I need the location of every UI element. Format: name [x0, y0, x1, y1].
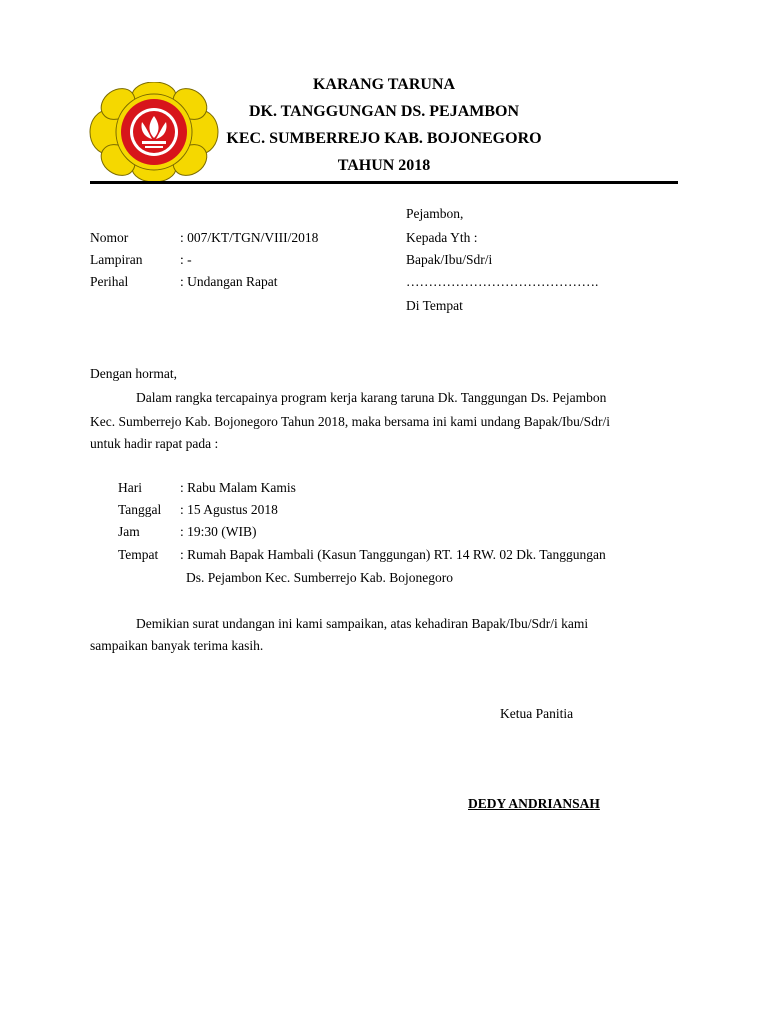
jam-value: : 19:30 (WIB)	[180, 524, 257, 539]
tempat-value-line-2: Ds. Pejambon Kec. Sumberrejo Kab. Bojonegoro	[186, 570, 453, 585]
kepada-text: Kepada Yth :	[406, 230, 478, 245]
hari-value: : Rabu Malam Kamis	[180, 480, 296, 495]
paragraph-1-line-2: Kec. Sumberrejo Kab. Bojonegoro Tahun 2018, maka bersama ini kami undang Bapak/Ibu/Sdr/i	[90, 414, 610, 429]
nomor-value: : 007/KT/TGN/VIII/2018	[180, 230, 319, 245]
tanggal-value: : 15 Agustus 2018	[180, 502, 278, 517]
lampiran-value: : -	[180, 252, 192, 267]
tanggal-label: Tanggal	[118, 502, 162, 517]
recipient-dots: …………………………………….	[406, 274, 599, 289]
greeting: Dengan hormat,	[90, 366, 177, 381]
paragraph-1-line-3: untuk hadir rapat pada :	[90, 436, 219, 451]
lampiran-label: Lampiran	[90, 252, 143, 267]
perihal-label: Perihal	[90, 274, 129, 289]
perihal-value: : Undangan Rapat	[180, 274, 278, 289]
org-year: TAHUN 2018	[337, 157, 431, 174]
closing-line-2: sampaikan banyak terima kasih.	[90, 638, 264, 653]
recipient-text: Bapak/Ibu/Sdr/i	[406, 252, 493, 267]
org-subtitle-district: KEC. SUMBERREJO KAB. BOJONEGORO	[226, 130, 542, 147]
tempat-label: Tempat	[118, 547, 159, 562]
di-tempat-text: Di Tempat	[406, 298, 463, 313]
hari-label: Hari	[118, 480, 142, 495]
header-divider	[90, 181, 678, 184]
place-text: Pejambon,	[406, 206, 464, 221]
tempat-value-line-1: : Rumah Bapak Hambali (Kasun Tanggungan) RT. 14 RW. 02 Dk. Tanggungan	[180, 547, 606, 562]
nomor-label: Nomor	[90, 230, 129, 245]
signature-name: DEDY ANDRIANSAH	[468, 796, 600, 811]
org-title: KARANG TARUNA	[312, 76, 456, 93]
paragraph-1-line-1: Dalam rangka tercapainya program kerja karang taruna Dk. Tanggungan Ds. Pejambon	[136, 390, 607, 405]
jam-label: Jam	[118, 524, 140, 539]
closing-line-1: Demikian surat undangan ini kami sampaikan, atas kehadiran Bapak/Ibu/Sdr/i kami	[136, 616, 589, 631]
signature-role: Ketua Panitia	[500, 706, 574, 721]
org-subtitle-village: DK. TANGGUNGAN DS. PEJAMBON	[248, 103, 520, 120]
